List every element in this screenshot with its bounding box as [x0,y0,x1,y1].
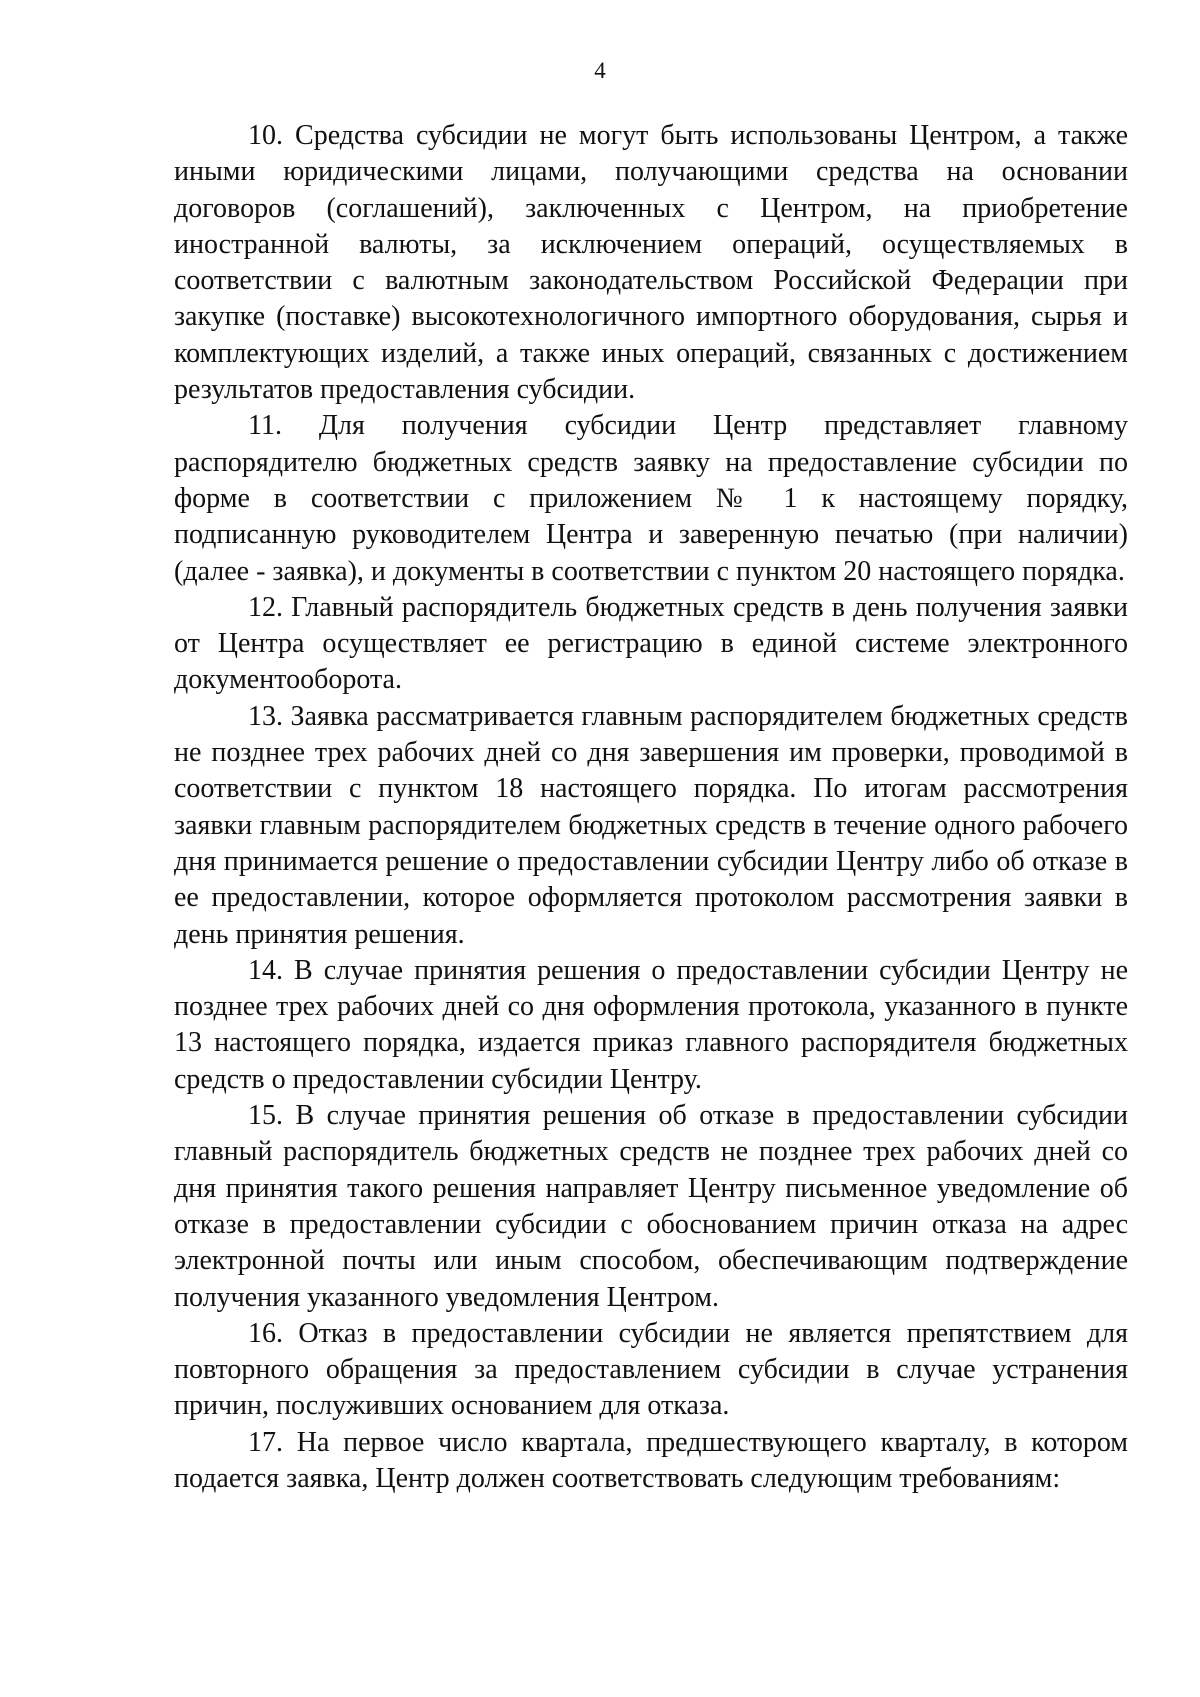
paragraph-number: 14. [248,954,283,986]
paragraph-text: Заявка рассматривается главным распорядителем бюджетных средств не позднее трех рабочих дней со дня завершения им проверки, проводимой в соответствии с пунктом 18 настоящего порядка. По итогам рассмотрения заявки главным распорядителем бюджетных средств в течение одного рабочего дня принимается решение о предоставлении субсидии Центру либо об отказе в ее предоставлении, которое оформляется протоколом рассмотрения заявки в день принятия решения. [174,700,1128,950]
paragraph-number: 10. [248,120,283,151]
paragraph-11 [174,408,1128,589]
paragraph-number: 13. [248,700,283,732]
paragraph-number: 16. [248,1317,283,1349]
page-number: 4 [594,58,606,83]
paragraph-text: На первое число квартала, предшествующего кварталу, в котором подается заявка, Центр должен соответствовать следующим требованиям: [174,1426,1129,1494]
paragraph-13 [174,699,1128,953]
paragraph-number: 11. [248,410,282,442]
paragraph-number: 15. [248,1100,283,1132]
paragraph-10 [174,118,1128,408]
paragraph-16 [174,1316,1128,1425]
paragraph-text: Средства субсидии не могут быть использованы Центром, а также иными юридическими лицами, получающими средства на основании договоров (соглашений), заключенных с Центром, на приобретение иностранной валюты, за исключением операций, осуществляемых в соответствии с валютным законодательством Российской Федерации при закупке (поставке) высокотехнологичного импортного оборудования, сырья и комплектующих изделий, а также иных операций, связанных с достижением результатов предоставления субсидии. [174,120,1129,406]
paragraph-text: Для получения субсидии Центр представляет главному распорядителю бюджетных средств заявку на предоставление субсидии по форме в соответствии с приложением № 1 к настоящему порядку, подписанную руководителем Центра и заверенную печатью (при наличии) (далее - заявка), и документы в соответствии с пунктом 20 настоящего порядка. [174,410,1128,587]
paragraph-number: 17. [248,1426,283,1458]
paragraph-17 [174,1425,1128,1498]
paragraph-15 [174,1098,1128,1316]
paragraph-12 [174,590,1128,699]
paragraph-14 [174,953,1128,1098]
paragraph-text: Главный распорядитель бюджетных средств в день получения заявки от Центра осуществляет ее регистрацию в единой системе электронного документооборота. [174,591,1128,696]
document-body [174,118,1128,1497]
paragraph-text: В случае принятия решения об отказе в предоставлении субсидии главный распорядитель бюджетных средств не позднее трех рабочих дней со дня принятия такого решения направляет Центру письменное уведомление об отказе в предоставлении субсидии с обоснованием причин отказа на адрес электронной почты или иным способом, обеспечивающим подтверждение получения указанного уведомления Центром. [174,1100,1129,1313]
paragraph-number: 12. [248,591,283,623]
paragraph-text: Отказ в предоставлении субсидии не является препятствием для повторного обращения за предоставлением субсидии в случае устранения причин, послуживших основанием для отказа. [174,1317,1129,1422]
paragraph-text: В случае принятия решения о предоставлении субсидии Центру не позднее трех рабочих дней со дня оформления протокола, указанного в пункте 13 настоящего порядка, издается приказ главного распорядителя бюджетных средств о предоставлении субсидии Центру. [174,954,1129,1095]
